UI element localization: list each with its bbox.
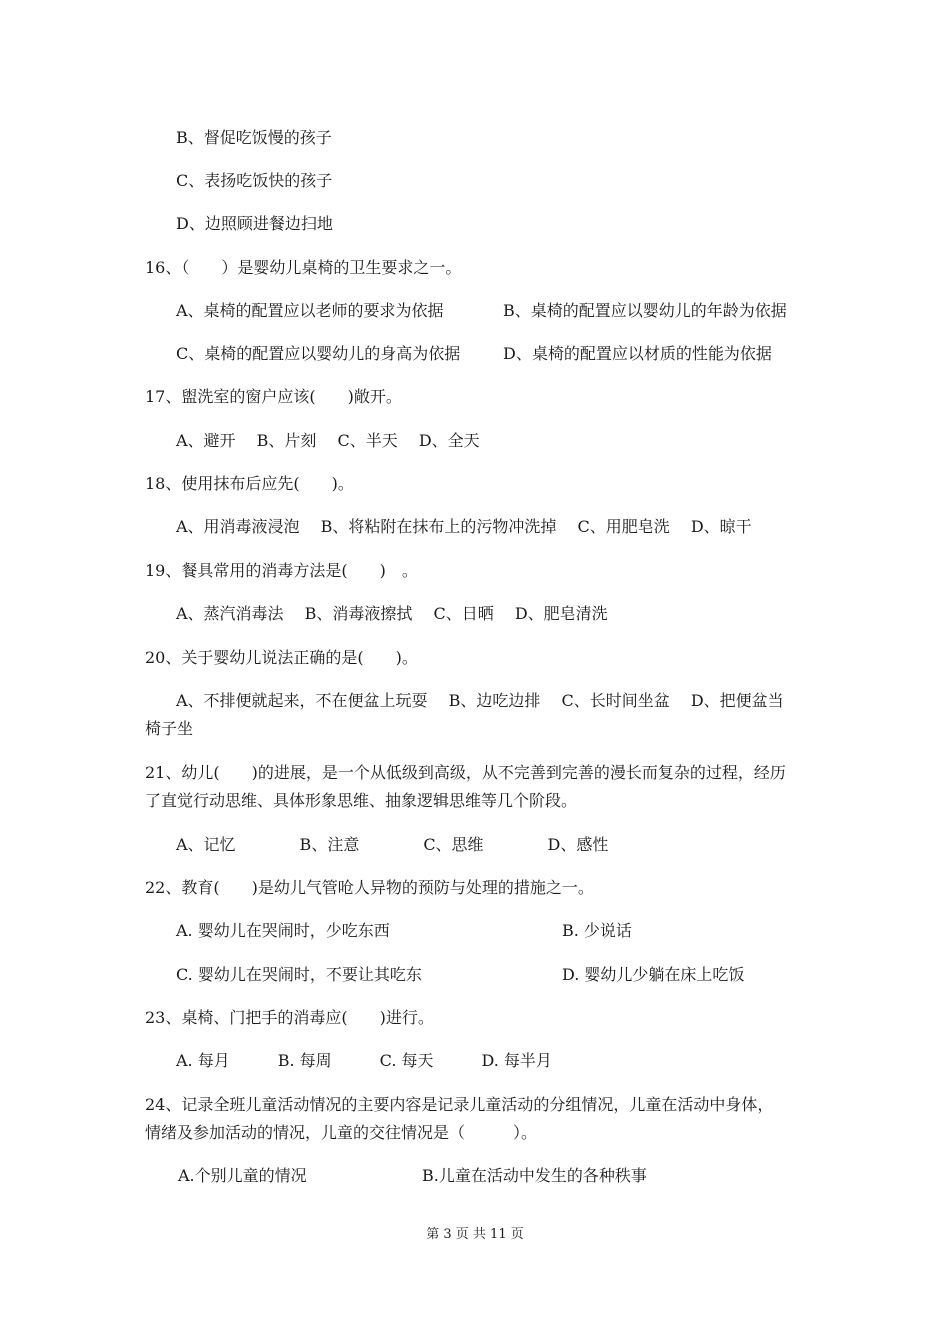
option-24b: B.儿童在活动中发生的各种秩事 bbox=[422, 1166, 647, 1185]
options-20-line1: A、不排便就起来，不在便盆上玩耍 B、边吃边排 C、长时间坐盆 D、把便盆当 bbox=[176, 691, 784, 710]
option-22c: C. 婴幼儿在哭闹时，不要让其吃东 bbox=[176, 965, 422, 984]
question-19: 19、餐具常用的消毒方法是( ) 。 bbox=[145, 561, 418, 580]
question-21-line2: 了直觉行动思维、具体形象思维、抽象逻辑思维等几个阶段。 bbox=[145, 791, 578, 810]
option-15c: C、表扬吃饭快的孩子 bbox=[176, 171, 333, 190]
option-16b: B、桌椅的配置应以婴幼儿的年龄为依据 bbox=[503, 301, 787, 320]
question-24-line2: 情绪及参加活动的情况，儿童的交往情况是（ ）。 bbox=[145, 1123, 538, 1142]
option-16d: D、桌椅的配置应以材质的性能为依据 bbox=[503, 344, 772, 363]
option-15b: B、督促吃饭慢的孩子 bbox=[176, 128, 332, 147]
options-19: A、蒸汽消毒法 B、消毒液擦拭 C、日晒 D、肥皂清洗 bbox=[176, 604, 608, 623]
option-15d: D、边照顾进餐边扫地 bbox=[176, 214, 333, 233]
options-21: A、记忆 B、注意 C、思维 D、感性 bbox=[176, 835, 609, 854]
question-20: 20、关于婴幼儿说法正确的是( )。 bbox=[145, 648, 418, 667]
question-24-line1: 24、记录全班儿童活动情况的主要内容是记录儿童活动的分组情况，儿童在活动中身体， bbox=[145, 1095, 774, 1114]
option-22b: B. 少说话 bbox=[562, 921, 632, 940]
question-22: 22、教育( )是幼儿气管呛人异物的预防与处理的措施之一。 bbox=[145, 878, 594, 897]
option-16a: A、桌椅的配置应以老师的要求为依据 bbox=[176, 301, 444, 320]
question-23: 23、桌椅、门把手的消毒应( )进行。 bbox=[145, 1008, 434, 1027]
options-23: A. 每月 B. 每周 C. 每天 D. 每半月 bbox=[176, 1051, 552, 1070]
option-22a: A. 婴幼儿在哭闹时，少吃东西 bbox=[176, 921, 390, 940]
question-16: 16、（ ）是婴幼儿桌椅的卫生要求之一。 bbox=[145, 258, 462, 277]
option-24a: A.个别儿童的情况 bbox=[178, 1166, 307, 1185]
options-17: A、避开 B、片刻 C、半天 D、全天 bbox=[176, 431, 480, 450]
option-16c: C、桌椅的配置应以婴幼儿的身高为依据 bbox=[176, 344, 461, 363]
question-21-line1: 21、幼儿( )的进展，是一个从低级到高级，从不完善到完善的漫长而复杂的过程，经历 bbox=[145, 763, 786, 782]
options-18: A、用消毒液浸泡 B、将粘附在抹布上的污物冲洗掉 C、用肥皂洗 D、晾干 bbox=[176, 517, 752, 536]
options-20-line2: 椅子坐 bbox=[145, 719, 194, 738]
question-18: 18、使用抹布后应先( )。 bbox=[145, 474, 354, 493]
option-22d: D. 婴幼儿少躺在床上吃饭 bbox=[562, 965, 745, 984]
question-17: 17、盥洗室的窗户应该( )敞开。 bbox=[145, 387, 402, 406]
page-footer: 第 3 页 共 11 页 bbox=[426, 1227, 524, 1242]
